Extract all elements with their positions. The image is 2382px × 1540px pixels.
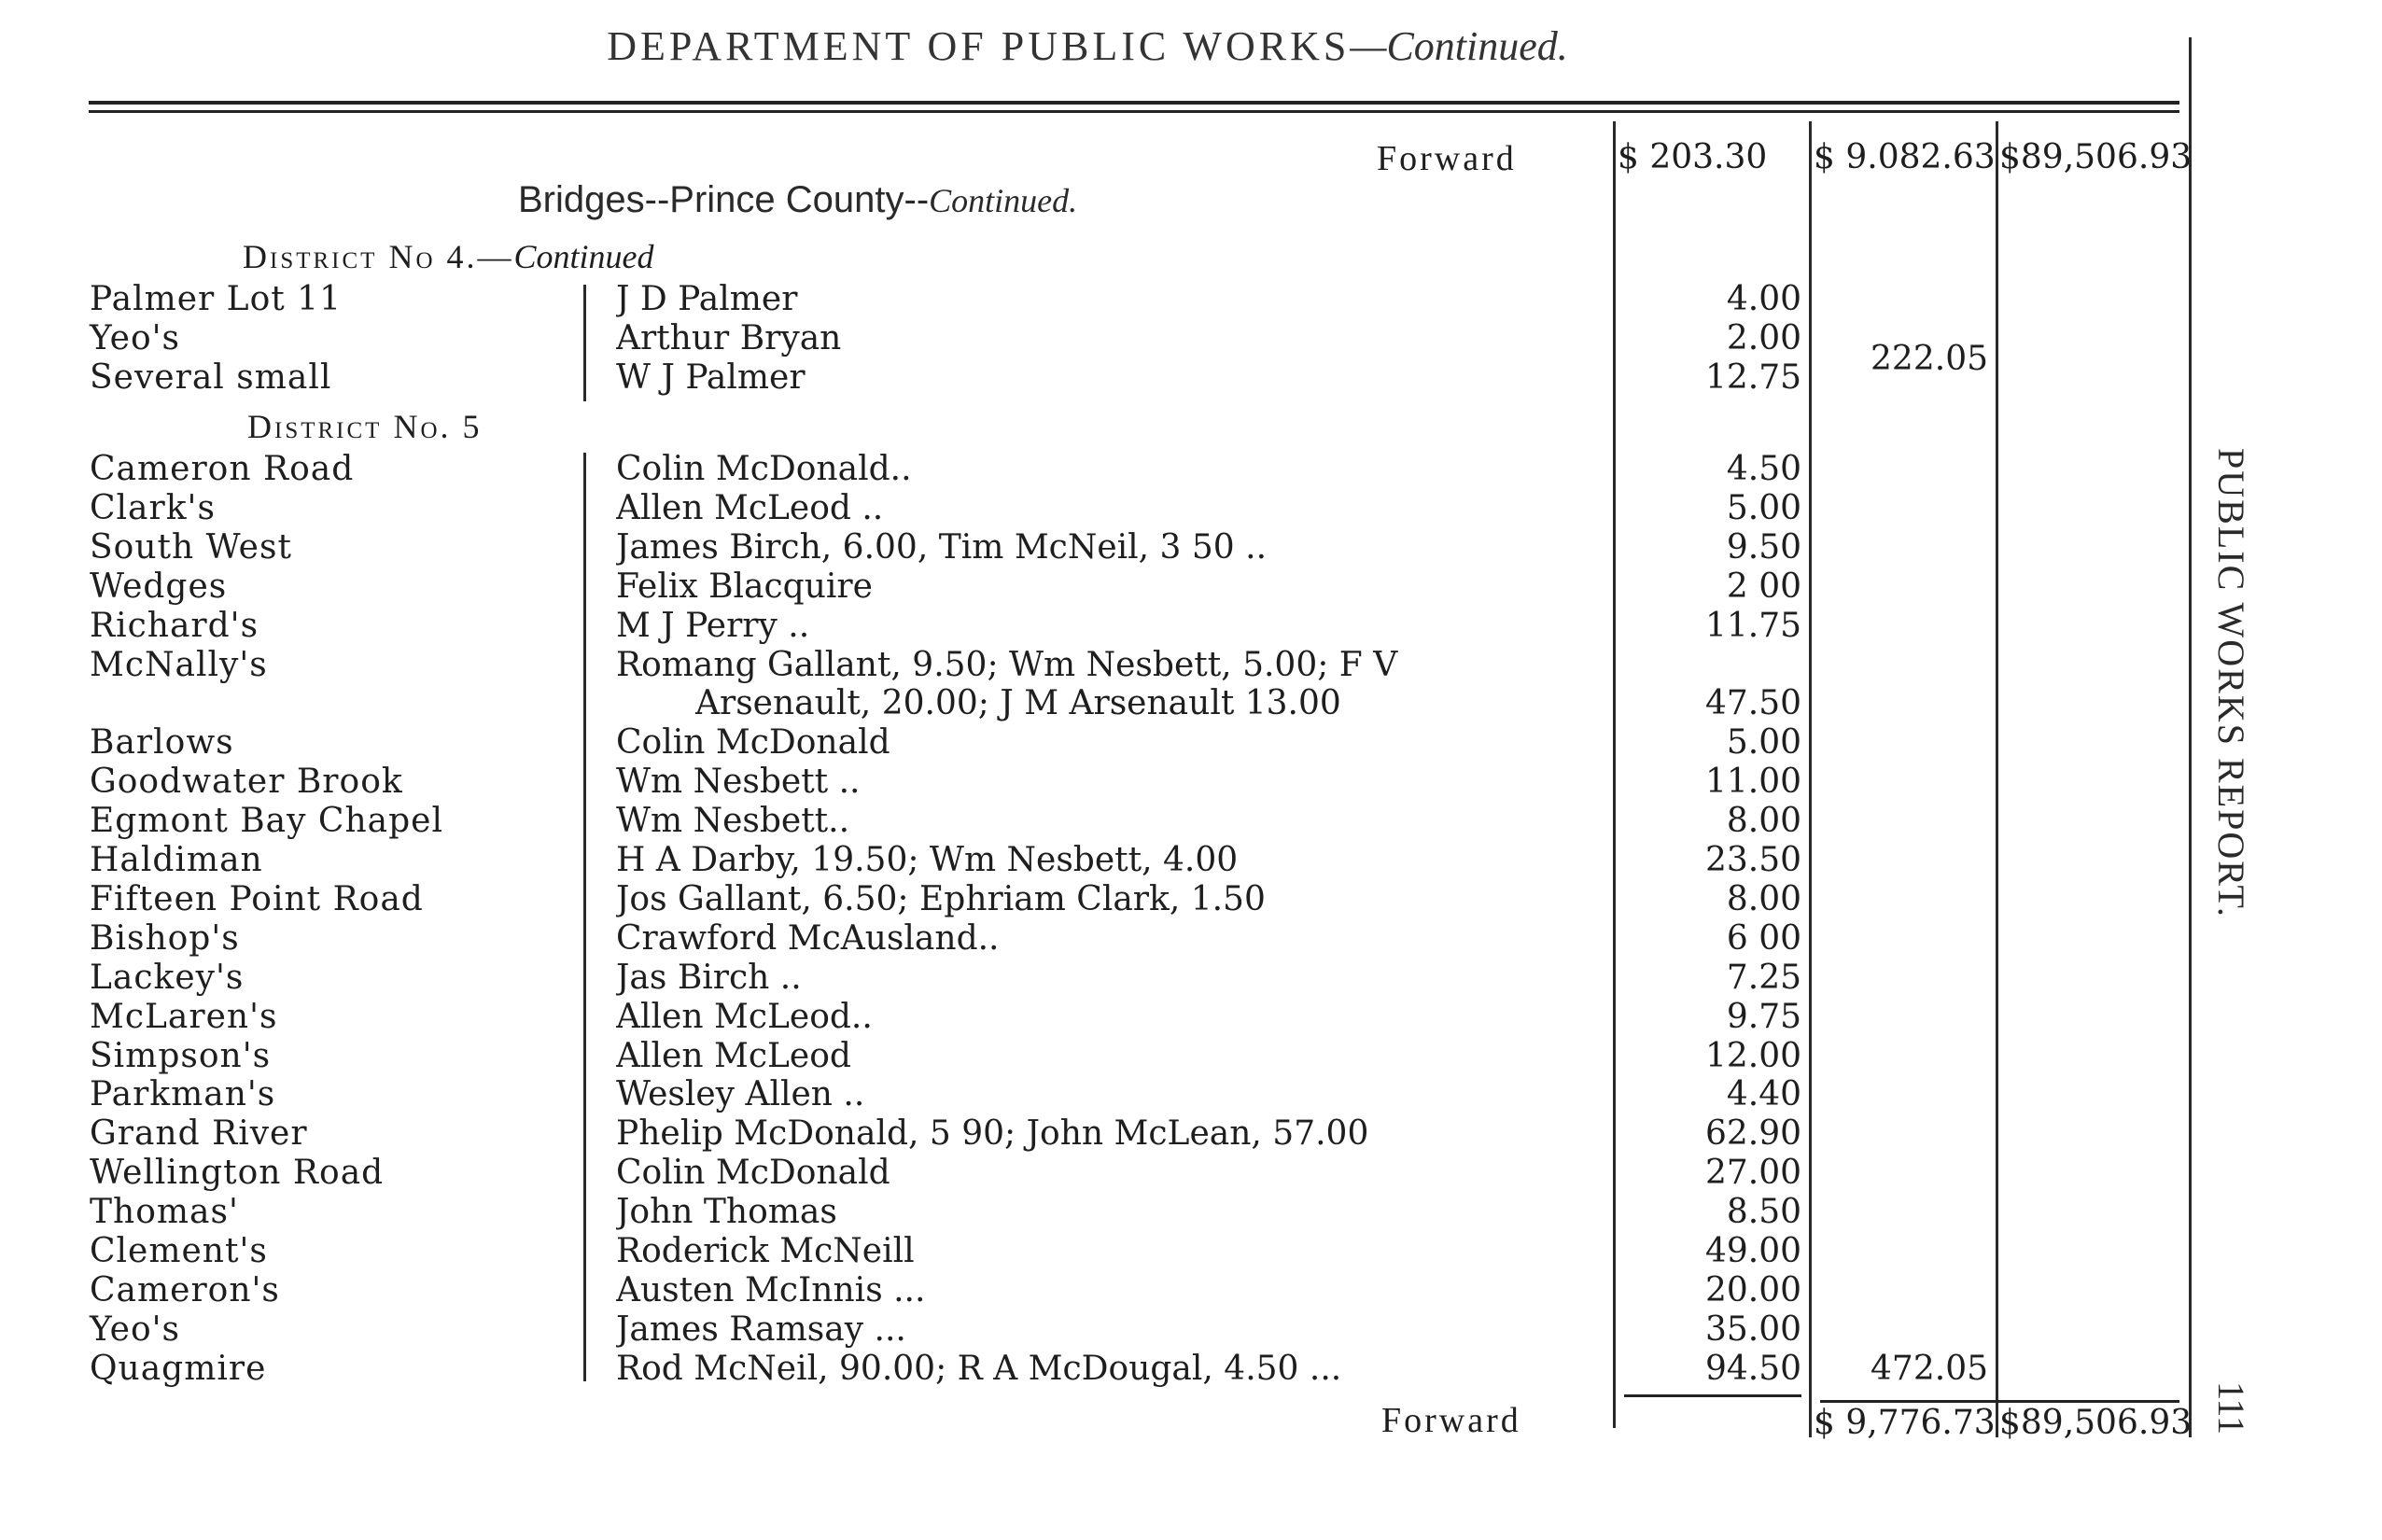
payee-text: Wesley Allen .. xyxy=(616,1075,865,1114)
payee xyxy=(616,1037,1605,1075)
place-name: Palmer Lot 11 xyxy=(90,280,342,318)
place-name: Thomas' xyxy=(90,1193,239,1232)
payee-text: Jas Birch .. xyxy=(616,958,802,997)
place-name: Richard's xyxy=(90,606,259,645)
amount: 6 00 xyxy=(1726,918,1801,958)
payee xyxy=(616,280,1605,318)
place-name: Bishop's xyxy=(90,918,240,958)
payee xyxy=(616,802,1605,840)
subtotal: 472.05 xyxy=(1871,1349,1988,1388)
place-name: Wellington Road xyxy=(90,1154,385,1193)
district-5-heading xyxy=(247,407,483,446)
place-name: Grand River xyxy=(90,1114,308,1154)
amount: 2 00 xyxy=(1726,567,1801,606)
payee-text: Romang Gallant, 9.50; Wm Nesbett, 5.00; F V xyxy=(616,645,1398,684)
payee-text: Austen McInnis ... xyxy=(616,1270,926,1309)
payee-text-continued: Arsenault, 20.00; J M Arsenault 13.00 xyxy=(695,684,1341,723)
forward-top-label: Forward xyxy=(1377,139,1517,178)
header-continued: —Continued. xyxy=(1350,23,1568,69)
place-name: Cameron Road xyxy=(90,450,355,488)
page-header xyxy=(0,22,2175,70)
amount: 2.00 xyxy=(1726,319,1801,357)
subtotal: 222.05 xyxy=(1871,340,1988,378)
amount: 4.50 xyxy=(1726,450,1801,488)
amount: 8.00 xyxy=(1726,802,1801,841)
payee-text: Arthur Bryan xyxy=(616,319,842,357)
payee-text: H A Darby, 19.50; Wm Nesbett, 4.00 xyxy=(616,841,1239,879)
table-row xyxy=(0,1310,2382,1350)
table-row xyxy=(0,1232,2382,1271)
page-number-text: 111 xyxy=(2210,1381,2252,1435)
table-row xyxy=(0,919,2382,959)
amount: 5.00 xyxy=(1726,488,1801,527)
payee-text: W J Palmer xyxy=(616,358,806,397)
payee xyxy=(616,1310,1605,1349)
table-row xyxy=(0,607,2382,646)
payee-text: Roderick McNeill xyxy=(616,1232,915,1270)
place-name: Fifteen Point Road xyxy=(90,879,424,918)
header-title: DEPARTMENT OF PUBLIC WORKS xyxy=(607,23,1351,69)
payee xyxy=(616,358,1605,397)
place-name: South West xyxy=(90,527,292,567)
payee xyxy=(616,1114,1605,1153)
place-name: Barlows xyxy=(90,723,234,763)
amount: 62.90 xyxy=(1704,1114,1801,1154)
payee-text: J D Palmer xyxy=(616,280,798,318)
place-name: McNally's xyxy=(90,645,268,684)
amount: 9.75 xyxy=(1726,997,1801,1036)
payee-text: Wm Nesbett.. xyxy=(616,802,850,841)
payee-text: Phelip McDonald, 5 90; John McLean, 57.00 xyxy=(616,1114,1369,1154)
payee xyxy=(616,1193,1605,1231)
payee-text: Allen McLeod.. xyxy=(616,997,873,1036)
amount: 5.00 xyxy=(1726,723,1801,763)
payee xyxy=(616,998,1605,1036)
place-name: Simpson's xyxy=(90,1036,272,1075)
table-row xyxy=(0,880,2382,919)
district-4-label: District No 4.— xyxy=(243,238,514,275)
side-running-title xyxy=(2212,448,2268,971)
payee xyxy=(616,1232,1605,1270)
payee-text: Rod McNeil, 90.00; R A McDougal, 4.50 ... xyxy=(616,1349,1342,1388)
payee-text: Colin McDonald xyxy=(616,723,890,763)
table-row xyxy=(0,489,2382,528)
header-rule-top xyxy=(89,101,2179,105)
amount: 11.75 xyxy=(1704,606,1801,645)
place-name: Goodwater Brook xyxy=(90,763,403,802)
table-row xyxy=(0,340,2382,398)
place-name: Wedges xyxy=(90,567,228,606)
section-title xyxy=(518,179,1077,221)
place-name: McLaren's xyxy=(90,997,278,1036)
payee xyxy=(616,646,1605,684)
payee-text: Jos Gallant, 6.50; Ephriam Clark, 1.50 xyxy=(616,879,1266,918)
place-name: Haldiman xyxy=(90,841,263,879)
payee xyxy=(616,567,1605,606)
table-row xyxy=(0,763,2382,802)
table-row xyxy=(0,1154,2382,1193)
forward-top-col3: $89,506.93 xyxy=(1999,138,2193,176)
section-title-text: Bridges--Prince County-- xyxy=(518,179,930,220)
amount: 12.00 xyxy=(1704,1036,1801,1075)
place-name: Clark's xyxy=(90,488,216,527)
payee xyxy=(616,319,1605,357)
place-name: Quagmire xyxy=(90,1349,267,1388)
forward-top-col2: $ 9.082.63 xyxy=(1814,138,1996,176)
place-name: Lackey's xyxy=(90,958,245,997)
table-row xyxy=(0,1193,2382,1232)
amount: 8.50 xyxy=(1726,1193,1801,1232)
table-row xyxy=(0,802,2382,841)
table-row xyxy=(0,723,2382,763)
place-name: Egmont Bay Chapel xyxy=(90,802,443,841)
payee-text: Felix Blacquire xyxy=(616,567,873,606)
amount: 20.00 xyxy=(1704,1270,1801,1309)
table-row xyxy=(0,1037,2382,1076)
table-row xyxy=(0,645,2382,723)
side-title-text: PUBLIC WORKS REPORT. xyxy=(2210,448,2252,918)
amount: 4.00 xyxy=(1726,280,1801,318)
place-name: Clement's xyxy=(90,1232,268,1270)
payee xyxy=(616,723,1605,762)
payee-text: Wm Nesbett .. xyxy=(616,763,861,802)
table-row xyxy=(0,319,2382,358)
place-name: Several small xyxy=(90,358,332,397)
amount: 94.50 xyxy=(1704,1349,1801,1388)
payee xyxy=(616,1271,1605,1309)
place-name: Yeo's xyxy=(90,1309,180,1349)
district-4-continued: Continued xyxy=(513,238,654,275)
payee xyxy=(616,841,1605,879)
district-5-label: District No. 5 xyxy=(247,408,483,445)
payee xyxy=(616,880,1605,918)
payee-text: Allen McLeod .. xyxy=(616,488,884,527)
payee-text: Colin McDonald.. xyxy=(616,450,912,488)
place-name: Yeo's xyxy=(90,319,180,357)
amount: 8.00 xyxy=(1726,879,1801,918)
amount: 11.00 xyxy=(1704,763,1801,802)
payee xyxy=(616,489,1605,527)
header-rule-bottom xyxy=(89,110,2179,113)
amount: 47.50 xyxy=(1704,684,1801,723)
payee xyxy=(616,528,1605,567)
place-name: Parkman's xyxy=(90,1075,276,1114)
amount: 27.00 xyxy=(1704,1154,1801,1193)
payee-text: M J Perry .. xyxy=(616,606,810,645)
payee xyxy=(616,1350,1605,1388)
payee-text: Crawford McAusland.. xyxy=(616,918,1000,958)
table-row xyxy=(0,841,2382,880)
table-row xyxy=(0,1075,2382,1114)
table-row xyxy=(0,567,2382,607)
amount: 9.50 xyxy=(1726,527,1801,567)
payee-text: John Thomas xyxy=(616,1193,837,1232)
district-4-heading xyxy=(243,237,654,276)
table-row xyxy=(0,280,2382,319)
payee-text: Colin McDonald xyxy=(616,1154,890,1193)
forward-bottom-col3: $89,506.93 xyxy=(1999,1404,2193,1442)
subtotal-total-rule xyxy=(1820,1400,2179,1403)
section-continued: Continued. xyxy=(929,182,1078,219)
table-row xyxy=(0,528,2382,567)
payee-text: James Ramsay ... xyxy=(616,1309,906,1349)
forward-top-col1: $ 203.30 xyxy=(1618,138,1768,176)
payee xyxy=(616,450,1605,488)
payee xyxy=(616,919,1605,958)
payee xyxy=(616,607,1605,645)
amount: 23.50 xyxy=(1704,841,1801,879)
payee xyxy=(616,1154,1605,1192)
payee-continuation xyxy=(695,684,1685,722)
amount: 4.40 xyxy=(1726,1075,1801,1114)
amount: 12.75 xyxy=(1704,358,1801,397)
payee xyxy=(616,763,1605,801)
table-row xyxy=(0,1271,2382,1310)
table-row xyxy=(0,998,2382,1037)
amount-total-rule xyxy=(1624,1394,1801,1397)
amount: 35.00 xyxy=(1704,1309,1801,1349)
amount: 7.25 xyxy=(1726,958,1801,997)
table-row xyxy=(0,1350,2382,1389)
page-number xyxy=(2212,1381,2268,1456)
table-row xyxy=(0,959,2382,998)
table-row xyxy=(0,450,2382,489)
forward-bottom-col2: $ 9,776.73 xyxy=(1814,1404,1996,1442)
payee-text: James Birch, 6.00, Tim McNeil, 3 50 .. xyxy=(616,527,1268,567)
payee-text: Allen McLeod xyxy=(616,1036,851,1075)
forward-bottom-label: Forward xyxy=(1381,1401,1521,1440)
payee xyxy=(616,959,1605,997)
amount: 49.00 xyxy=(1704,1232,1801,1270)
payee xyxy=(616,1075,1605,1113)
place-name: Cameron's xyxy=(90,1270,280,1309)
table-row xyxy=(0,1114,2382,1154)
